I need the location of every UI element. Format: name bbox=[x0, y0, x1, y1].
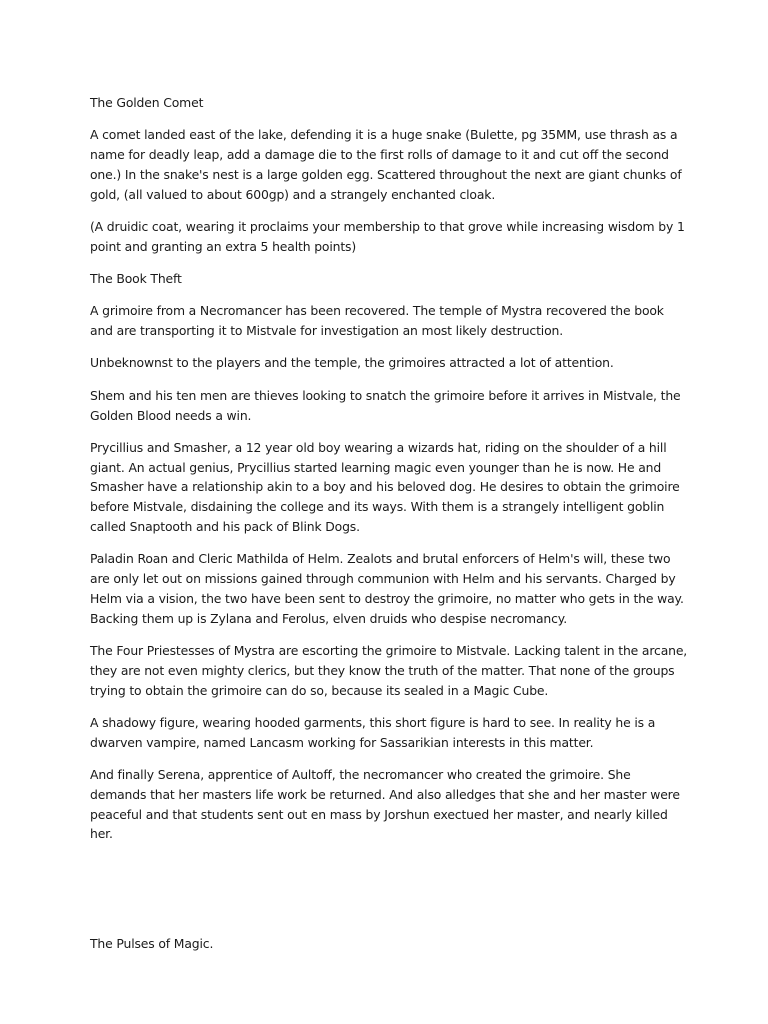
section-heading-book-theft: The Book Theft bbox=[90, 271, 182, 287]
section-heading-pulses-of-magic: The Pulses of Magic. bbox=[90, 935, 214, 951]
paragraph: Paladin Roan and Cleric Mathilda of Helm. Zealots and brutal enforcers of Helm's will, these two are only let out on missions gained through communion with Helm and his servants. Charged by Helm via a vision, the two have been sent to destroy the grimoire, no matter who gets in the way. Backing them up is Zylana and Ferolus, elven druids who despise necromancy. bbox=[90, 551, 684, 626]
paragraph: Shem and his ten men are thieves looking to snatch the grimoire before it arrives in Mistvale, the Golden Blood needs a win. bbox=[90, 387, 681, 423]
paragraph: Unbeknownst to the players and the temple, the grimoires attracted a lot of attention. bbox=[90, 355, 614, 371]
document-page bbox=[90, 93, 690, 966]
paragraph: And finally Serena, apprentice of Aultoff, the necromancer who created the grimoire. She demands that her masters life work be returned. And also alledges that she and her master were peaceful and that students sent out en mass by Jorshun exectued her master, and nearly killed her. bbox=[90, 767, 680, 842]
paragraph: The Four Priestesses of Mystra are escorting the grimoire to Mistvale. Lacking talent in the arcane, they are not even mighty clerics, but they know the truth of the matter. That none of the groups trying to obtain the grimoire can do so, because its sealed in a Magic Cube. bbox=[90, 643, 688, 698]
paragraph: Prycillius and Smasher, a 12 year old boy wearing a wizards hat, riding on the shoulder of a hill giant. An actual genius, Prycillius started learning magic even younger than he is now. He and Smasher have a relationship akin to a boy and his beloved dog. He desires to obtain the grimoire before Mistvale, disdaining the college and its ways. With them is a strangely intelligent goblin called Snaptooth and his pack of Blink Dogs. bbox=[90, 439, 680, 535]
paragraph: (A druidic coat, wearing it proclaims your membership to that grove while increasing wisdom by 1 point and granting an extra 5 health points) bbox=[90, 218, 685, 254]
paragraph: A grimoire from a Necromancer has been recovered. The temple of Mystra recovered the book and are transporting it to Mistvale for investigation an most likely destruction. bbox=[90, 303, 664, 339]
paragraph: A comet landed east of the lake, defending it is a huge snake (Bulette, pg 35MM, use thrash as a name for deadly leap, add a damage die to the first rolls of damage to it and cut off the second one.) In the snake's nest is a large golden egg. Scattered throughout the next are giant chunks of gold, (all valued to about 600gp) and a strangely enchanted cloak. bbox=[90, 127, 682, 202]
blank-space bbox=[90, 857, 690, 934]
section-heading-golden-comet: The Golden Comet bbox=[90, 95, 204, 110]
paragraph: A shadowy figure, wearing hooded garments, this short figure is hard to see. In reality he is a dwarven vampire, named Lancasm working for Sassarikian interests in this matter. bbox=[90, 714, 656, 750]
